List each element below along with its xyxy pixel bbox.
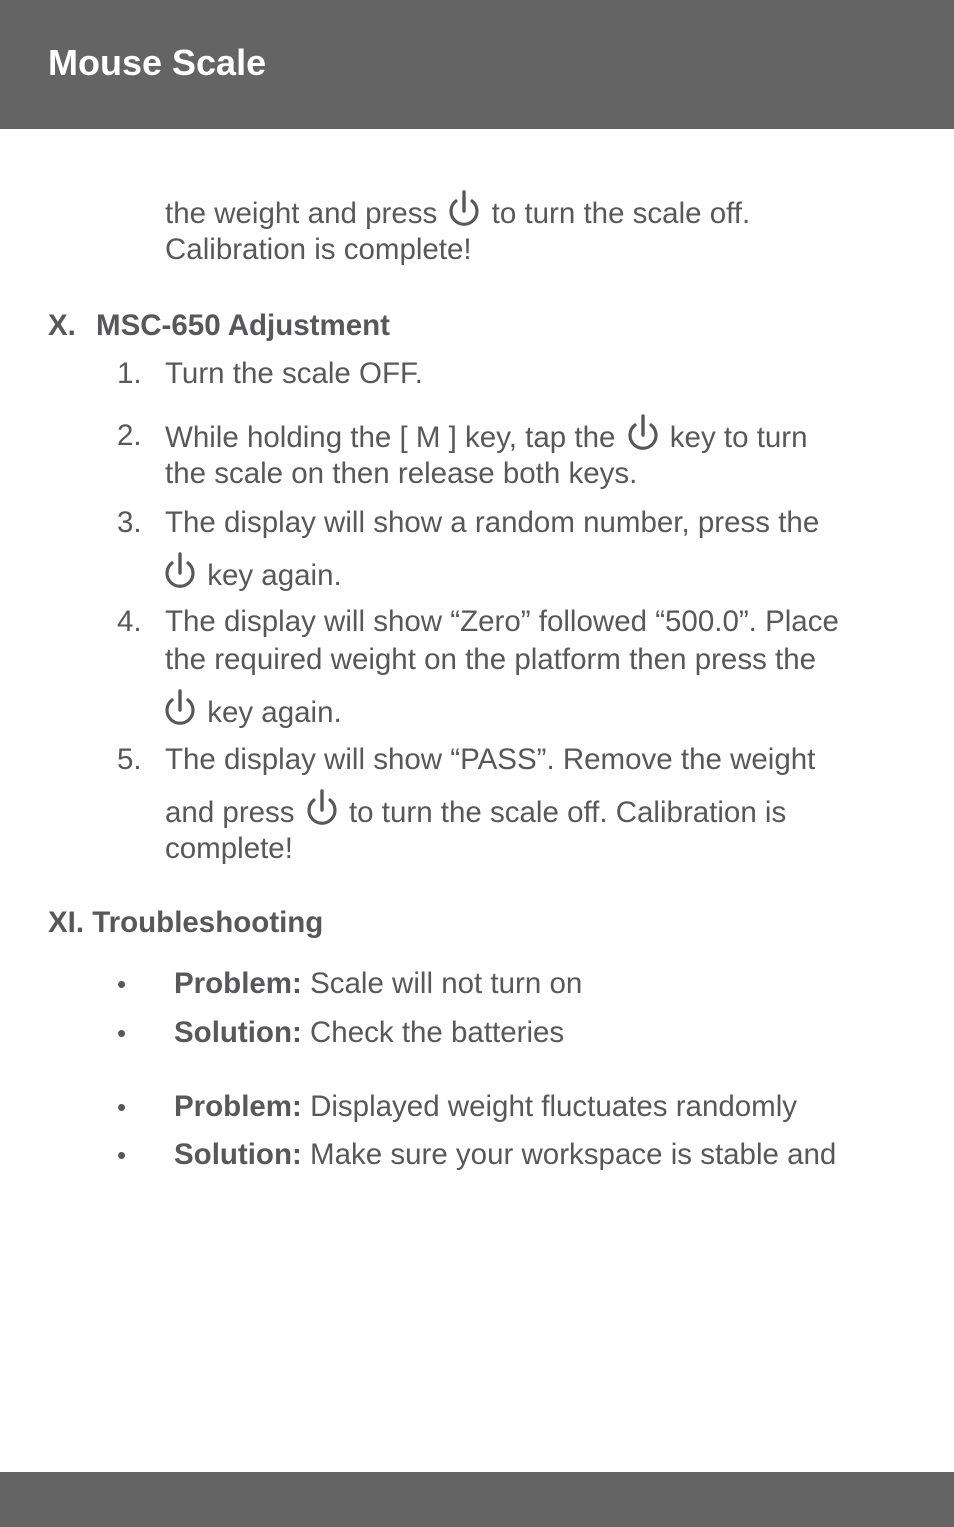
step-3-text-b: key again. xyxy=(207,558,342,592)
step-5-line-1: The display will show “PASS”. Remove the weight xyxy=(165,743,816,776)
solution-2 xyxy=(174,1136,836,1174)
step-4-line-3 xyxy=(165,692,342,736)
step-5-line-3: complete! xyxy=(165,832,293,865)
step-5-text-a: and press xyxy=(165,795,295,829)
problem-label: Problem: xyxy=(174,1090,302,1123)
section-x-number: X. xyxy=(48,309,76,342)
step-4-line-1: The display will show “Zero” followed “500.0”. Place xyxy=(165,605,839,638)
step-5-text-b: to turn the scale off. Calibration is xyxy=(348,795,787,829)
power-icon xyxy=(303,786,341,830)
problem-1 xyxy=(174,965,582,1003)
problem-text: Scale will not turn on xyxy=(310,967,583,1000)
step-2-number: 2. xyxy=(117,419,142,452)
solution-label: Solution: xyxy=(174,1138,302,1171)
problem-label: Problem: xyxy=(174,967,302,1000)
step-2-line-2: the scale on then release both keys. xyxy=(165,457,638,490)
step-5-number: 5. xyxy=(117,743,142,776)
bullet: • xyxy=(117,1140,127,1170)
intro-line-2: Calibration is complete! xyxy=(165,233,472,266)
step-4-text-c: key again. xyxy=(207,695,342,729)
solution-text: Make sure your workspace is stable and xyxy=(310,1138,837,1171)
power-icon xyxy=(161,686,199,730)
step-3-line-2 xyxy=(165,555,342,599)
power-icon xyxy=(624,411,662,455)
solution-text: Check the batteries xyxy=(310,1016,565,1049)
solution-label: Solution: xyxy=(174,1016,302,1049)
intro-text-b: to turn the scale off. xyxy=(491,196,751,230)
step-1-number: 1. xyxy=(117,357,142,390)
bullet: • xyxy=(117,969,127,999)
page-footer xyxy=(0,1472,954,1527)
page-title: Mouse Scale xyxy=(48,42,267,83)
bullet: • xyxy=(117,1092,127,1122)
section-x-title: MSC-650 Adjustment xyxy=(96,309,390,342)
solution-1 xyxy=(174,1014,564,1052)
step-2-text-b: key to turn xyxy=(669,420,808,454)
step-3-number: 3. xyxy=(117,506,142,539)
intro-text-a: the weight and press xyxy=(165,196,438,230)
step-4-number: 4. xyxy=(117,605,142,638)
step-1-text: Turn the scale OFF. xyxy=(165,357,423,390)
problem-2 xyxy=(174,1088,797,1126)
power-icon xyxy=(161,549,199,593)
step-3-line-1: The display will show a random number, press the xyxy=(165,506,820,539)
step-2-text-a: While holding the [ M ] key, tap the xyxy=(165,420,616,454)
step-4-line-2: the required weight on the platform then press the xyxy=(165,643,817,676)
power-icon xyxy=(445,187,483,231)
section-xi-title: XI. Troubleshooting xyxy=(48,906,324,939)
problem-text: Displayed weight fluctuates randomly xyxy=(310,1090,798,1123)
page-header xyxy=(0,0,954,129)
bullet: • xyxy=(117,1018,127,1048)
